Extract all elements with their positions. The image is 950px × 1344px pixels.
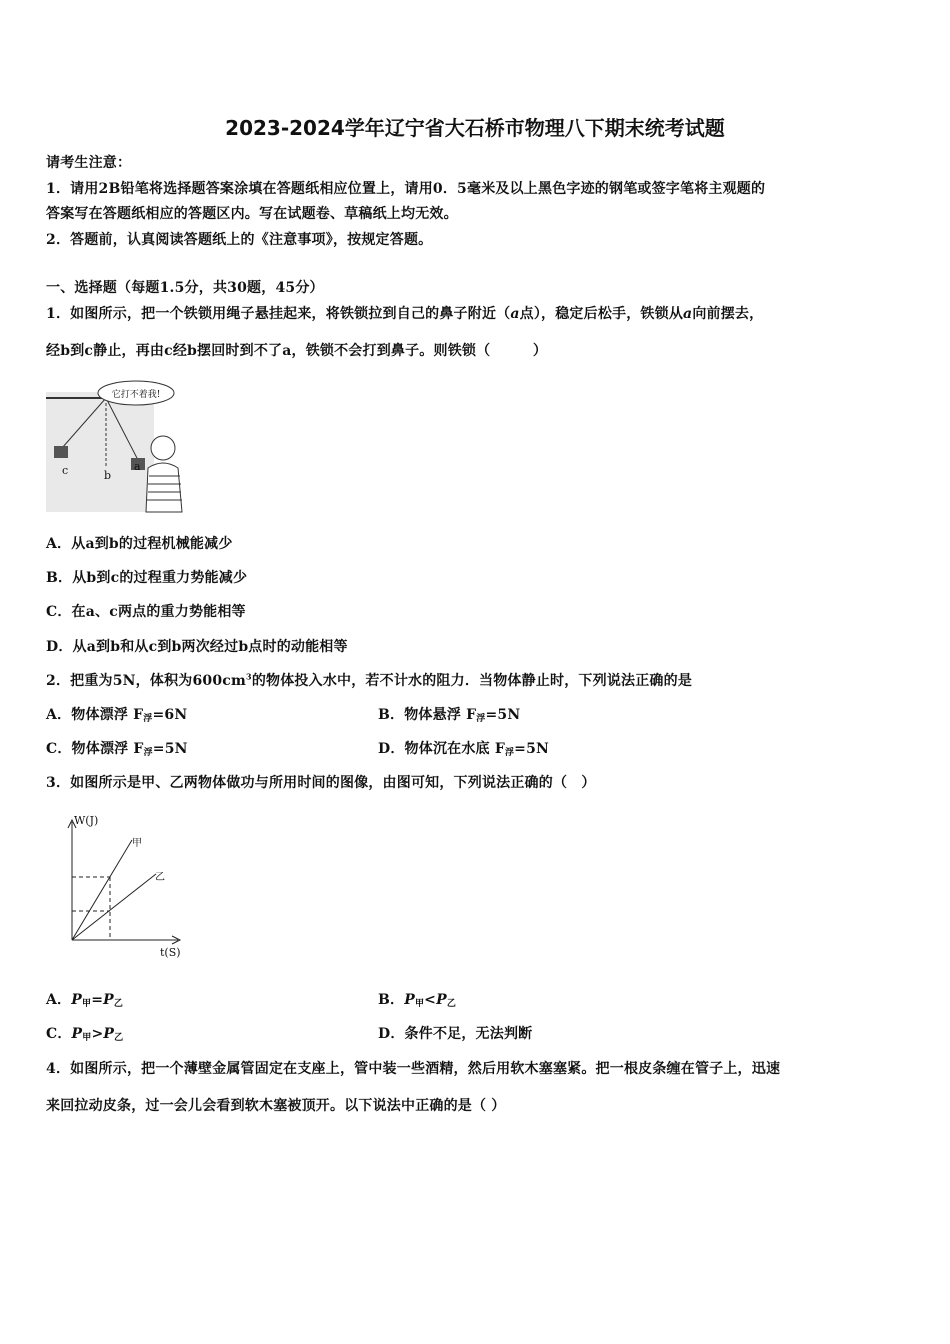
q1-stem-line-2: 经b到c静止，再由c经b摆回时到不了a，铁锁不会打到鼻子。则铁锁（ ）	[46, 343, 548, 359]
q1-option-a: A．从a到b的过程机械能减少	[46, 536, 233, 552]
y-axis-label: W(J)	[74, 814, 99, 827]
q4-stem-line-2: 来回拉动皮条，过一会儿会看到软木塞被顶开。以下说法中正确的是（ ）	[46, 1098, 506, 1114]
q1-pendulum-figure	[46, 378, 206, 513]
q2-option-a: A．物体漂浮 $F_浮=6N$	[46, 707, 188, 724]
person-body	[146, 463, 182, 512]
q1-option-d: D．从a到b和从c到b两次经过b点时的动能相等	[46, 639, 348, 655]
notice-item-1-line-1: 1．请用2B铅笔将选择题答案涂填在答题纸相应位置上，请用0．5毫米及以上黑色字迹的钢笔或签字笔将主观题的	[46, 181, 766, 197]
q1-option-c: C．在a、c两点的重力势能相等	[46, 604, 246, 620]
person-head	[151, 436, 175, 460]
q3-option-b: B．$P_甲<P_乙$	[378, 992, 457, 1009]
q1-option-b: B．从b到c的过程重力势能减少	[46, 570, 248, 586]
q2-option-d: D．物体沉在水底 $F_浮=5N$	[378, 741, 550, 758]
q3-option-c: C．$P_甲>P_乙$	[46, 1026, 124, 1043]
lock-at-c	[54, 446, 68, 458]
notice-heading: 请考生注意：	[46, 155, 132, 171]
q3-option-d: D．条件不足，无法判断	[378, 1026, 533, 1042]
speech-text: 它打不着我!	[111, 390, 161, 400]
q3-option-a: A．$P_甲=P_乙$	[46, 992, 124, 1009]
q3-stem: 3．如图所示是甲、乙两物体做功与所用时间的图像，由图可知，下列说法正确的（ ）	[46, 775, 596, 791]
q1-stem-line-1: 1．如图所示，把一个铁锁用绳子悬挂起来，将铁锁拉到自己的鼻子附近（a点），稳定后松手，铁锁从a向前摆去，	[46, 306, 764, 322]
x-axis-label: t(S)	[160, 946, 181, 959]
label-c: c	[62, 464, 69, 477]
line-yi	[72, 874, 156, 940]
section-heading: 一、选择题（每题1.5分，共30题，45分）	[46, 280, 324, 296]
line-jia	[72, 840, 132, 940]
q4-stem-line-1: 4．如图所示，把一个薄壁金属管固定在支座上，管中装一些酒精，然后用软木塞塞紧。把一根皮条缠在管子上，迅速	[46, 1061, 781, 1077]
line-jia-label: 甲	[132, 838, 142, 849]
notice-item-2: 2．答题前，认真阅读答题纸上的《注意事项》，按规定答题。	[46, 232, 433, 248]
q2-stem: 2．把重为5N，体积为$600cm^3$的物体投入水中，若不计水的阻力．当物体静止时，下列说法正确的是	[46, 671, 693, 689]
line-yi-label: 乙	[155, 872, 165, 883]
notice-item-1-line-2: 答案写在答题纸相应的答题区内。写在试题卷、草稿纸上均无效。	[46, 206, 458, 222]
q3-work-time-graph	[60, 810, 190, 960]
label-b: b	[104, 469, 112, 482]
page-title: 2023-2024学年辽宁省大石桥市物理八下期末统考试题	[225, 116, 725, 140]
q2-option-b: B．物体悬浮 $F_浮=5N$	[378, 707, 521, 724]
label-a: a	[134, 460, 141, 473]
q2-option-c: C．物体漂浮 $F_浮=5N$	[46, 741, 188, 758]
